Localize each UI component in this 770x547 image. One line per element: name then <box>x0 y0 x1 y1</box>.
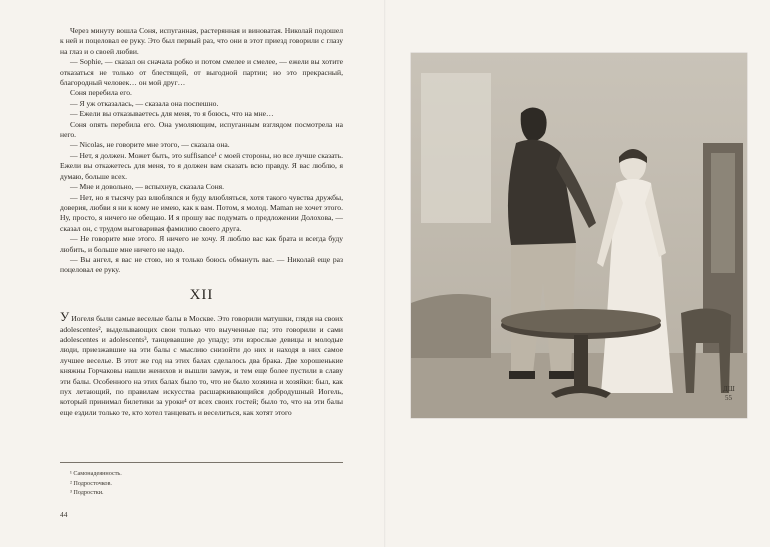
sofa <box>411 294 491 358</box>
footnote: ³ Подростки. <box>70 489 104 497</box>
paragraph: Соня перебила его. <box>70 88 132 98</box>
illustration-plate <box>411 53 747 418</box>
left-page-text <box>60 26 343 418</box>
footnotes <box>60 462 343 498</box>
paragraph: — Не говорите мне этого. Я ничего не хочу. Я люблю вас как брата и всегда буду любить, и больше мне ничего не надо. <box>60 234 343 254</box>
paragraph: — Нет, я должен. Может быть, это suffisance¹ с моей стороны, но все лучше сказать. Ежели вы откажетесь для меня, то я должен вам сказать всю правду. Я вас люблю, я думаю, больше всех. <box>60 150 343 181</box>
dropcap-letter: У <box>60 309 70 325</box>
window-light <box>421 73 491 223</box>
book-gutter <box>384 0 386 547</box>
chapter-first-paragraph <box>60 309 343 418</box>
paragraph: — Вы ангел, я вас не стою, но я только боюсь обмануть вас. — Николай еще раз поцеловал ее руку. <box>60 254 343 275</box>
paragraph-text: Иогеля были самые веселые балы в Москве. Это говорили матушки, глядя на своих adolescentes², выделывающих свои только что выученные па; это говорили и сами adolescentes и adolescents³, танцевавшие до упаду; эти взрослые девицы и молодые люди, приезжавшие на эти балы с мыслию снизойти до них и находя в них самое лучшее веселье. В этот же год на этих балах сделалось два брака. Две хорошенькие княжны Горчаковы нашли женихов и вышли замуж, и тем еще более пустили в славу эти балы. Особенного на этих балах было то, что не было хозяина и хозяйки: был, как пух летающий, по правилам искусства расшаркивающийся добродушный Иогель, который принимал билетики за уроки⁴ от всех своих гостей; было то, что на эти балы еще ездили только те, кто хотел танцевать и веселиться, как хотят этого <box>60 314 343 417</box>
footnote: ² Подросточков. <box>70 479 112 487</box>
chapter-heading: XII <box>189 286 214 303</box>
paragraph: Через минуту вошла Соня, испуганная, растерянная и виноватая. Николай подошел к ней и поцеловал ее руку. Это был первый раз, что они в этот приезд говорили с глазу на глаз и о своей любви. <box>60 26 343 56</box>
cabinet-panel <box>711 153 735 273</box>
paragraph: — Ежели вы отказываетесь для меня, то я боюсь, что на мне… <box>70 109 274 119</box>
illustration-drawing <box>411 53 747 418</box>
artist-signature-year: 55 <box>725 394 732 402</box>
paragraph: — Я уж отказалась, — сказала она поспешно. <box>70 98 219 108</box>
paragraph: — Нет, но я тысячу раз влюблялся и буду влюбляться, хотя такого чувства дружбы, доверия, любви я ни к кому не имею, как к вам. Потом, я молод. Maman не хочет этого. Ну, просто, я ничего не обещаю. И я прошу вас подумать о предложении Долохова, — сказал он, с трудом выговаривая фамилию своего друга. <box>60 192 343 233</box>
paragraph: Соня опять перебила его. Она умоляющим, испуганным взглядом посмотрела на него. <box>60 119 343 140</box>
paragraph: — Мне и довольно, — вспыхнув, сказала Соня. <box>70 182 225 192</box>
footnote: ¹ Самонадеянность. <box>70 470 122 477</box>
paragraph: — Sophie, — сказал он сначала робко и потом смелее и смелее, — ежели вы хотите отказаться не только от блестящей, от выгодной партии; но это прекрасный, благородный человек… он мой друг… <box>60 57 343 88</box>
page-number: 44 <box>60 510 68 519</box>
artist-signature: ДШ <box>723 385 735 393</box>
paragraph: — Nicolas, не говорите мне этого, — сказала она. <box>70 140 230 150</box>
